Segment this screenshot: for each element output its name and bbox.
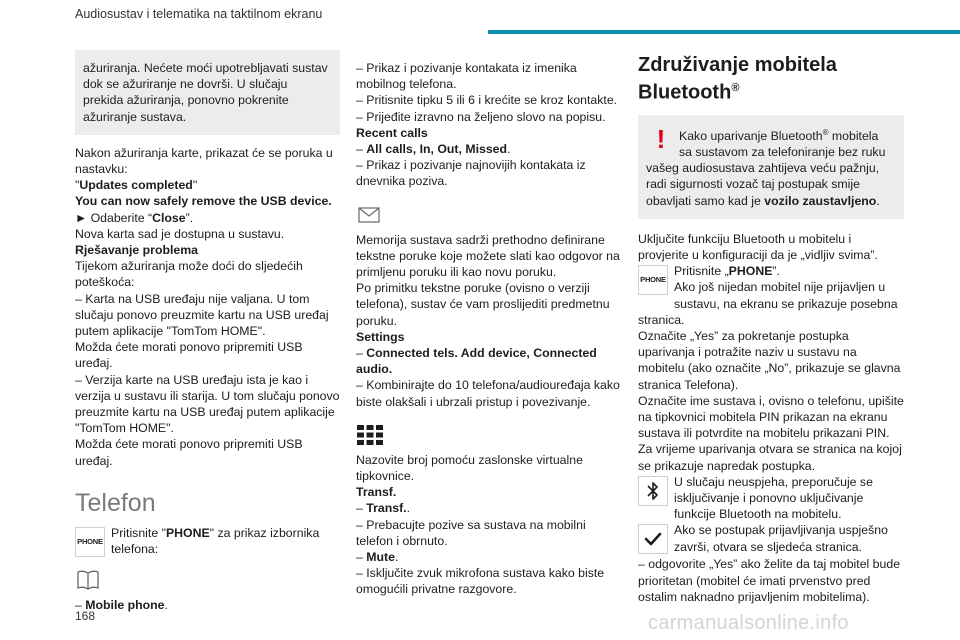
paragraph: U slučaju neuspjeha, preporučuje se isključivanje i ponovno uključivanje funkcije Bluetooth na mobitelu.	[674, 474, 873, 522]
section-title-telefon: Telefon	[75, 488, 156, 517]
heading-bluetooth-pairing: Združivanje mobitela Bluetooth®	[638, 54, 837, 104]
keypad-icon	[356, 422, 384, 448]
press-phone-instruction: Pritisnite „PHONE”.	[674, 264, 780, 279]
paragraph: – Pritisnite tipku 5 ili 6 i krećite se kroz kontakte.	[356, 93, 618, 108]
transf-item: – Transf..	[356, 501, 411, 516]
paragraph: Možda ćete morati ponovo pripremiti USB uređaj.	[75, 340, 303, 371]
mobile-phone-item: – Mobile phone.	[75, 597, 168, 612]
press-phone-instruction: Pritisnite "PHONE" za prikaz izbornika telefona:	[111, 525, 320, 557]
header-accent-bar	[488, 30, 960, 34]
phone-button-icon: PHONE	[638, 265, 668, 295]
paragraph: Po primitku tekstne poruke (ovisno o verziji telefona), sustav će vam proslijediti predmetnu poruku.	[356, 281, 610, 328]
paragraph: – Prebacujte pozive sa sustava na mobilni telefon i obrnuto.	[356, 517, 586, 548]
warning-box	[638, 115, 904, 219]
note-box	[75, 50, 340, 135]
watermark: carmanualsonline.info	[648, 612, 849, 634]
phone-button-icon: PHONE	[75, 527, 105, 557]
paragraph: – Prikaz i pozivanje najnovijih kontakata iz dnevnika poziva.	[356, 158, 586, 189]
mute-item: – Mute.	[356, 550, 399, 565]
header-title: Audiosustav i telematika na taktilnom ekranu	[75, 7, 323, 21]
column-middle	[356, 60, 621, 598]
bluetooth-icon	[638, 476, 668, 506]
paragraph: Memorija sustava sadrži prethodno definirane tekstne poruke koje možete slati kao odgovor na primljenu poruku ili kao novu poruku.	[356, 232, 620, 280]
warning-text: Kako uparivanje Bluetooth® mobitela sa sustavom za telefoniranje bez ruku vašeg audiosustava zahtijeva veću pažnju, radi sigurnosti vozač taj postupak smije obavljati samo kad je vozilo zaustavljeno.	[646, 127, 886, 208]
paragraph: – Prikaz i pozivanje kontakata iz imenika mobilnog telefona.	[356, 61, 577, 92]
subheading-recent-calls: Recent calls	[356, 125, 428, 140]
recent-calls-items: – All calls, In, Out, Missed.	[356, 142, 511, 157]
paragraph: – Prijeđite izravno na željeno slovo na popisu.	[356, 109, 606, 124]
column-right	[638, 50, 904, 605]
paragraph: – Kombinirajte do 10 telefona/audiouređaja kako biste olakšali i ubrzali pristup i povezivanje.	[356, 378, 620, 409]
paragraph: Nazovite broj pomoću zaslonske virtualne tipkovnice.	[356, 452, 583, 484]
paragraph: – Verzija karte na USB uređaju ista je kao i verzija u sustavu ili starija. U tom slučaju ponovo preuzmite kartu na USB uređaj putem aplikacije "TomTom HOME".	[75, 372, 340, 436]
paragraph: Možda ćete morati ponovo pripremiti USB uređaj.	[75, 437, 303, 468]
paragraph: Nakon ažuriranja karte, prikazat će se poruka u nastavku:	[75, 145, 333, 177]
subheading-settings: Settings	[356, 329, 405, 344]
paragraph: Označite ime sustava i, ovisno o telefonu, upišite na tipkovnici mobitela PIN prikazan na ekranu sustava ili potvrdite na mobitelu prikazani PIN.	[638, 393, 904, 441]
message-remove-usb: You can now safely remove the USB device.	[75, 194, 332, 209]
message-updates-completed: "Updates completed"	[75, 178, 198, 193]
note-text: ažuriranja. Nećete moći upotrebljavati sustav dok se ažuriranje ne dovrši. U slučaju prekida ažuriranja, ponovno pokrenite ažuriranje sustava.	[83, 61, 328, 124]
page-number: 168	[75, 609, 96, 623]
paragraph: Za vrijeme uparivanja otvara se stranica na kojoj se prikazuje napredak postupka.	[638, 442, 902, 473]
select-close-instruction: ► Odaberite “Close”.	[75, 210, 194, 225]
paragraph: Tijekom ažuriranja može doći do sljedećih poteškoća:	[75, 259, 303, 290]
paragraph: – Karta na USB uređaju nije valjana. U tom slučaju ponovo preuzmite kartu na USB uređaj putem aplikacije "TomTom HOME".	[75, 291, 329, 339]
paragraph: Ako se postupak prijavljivanja uspješno završi, otvara se sljedeća stranica.	[674, 523, 888, 554]
envelope-icon	[356, 202, 382, 228]
column-left	[75, 50, 340, 613]
paragraph: Ako još nijedan mobitel nije prijavljen u sustavu, na ekranu se prikazuje posebna stranica.	[638, 280, 898, 327]
paragraph: Uključite funkciju Bluetooth u mobitelu i provjerite u konfiguraciji da je „vidljiv svima”.	[638, 231, 878, 262]
paragraph: – Isključite zvuk mikrofona sustava kako biste omogućili privatne razgovore.	[356, 566, 605, 597]
paragraph: Nova karta sad je dostupna u sustavu.	[75, 226, 285, 241]
paragraph: – odgovorite „Yes” ako želite da taj mobitel bude prioritetan (mobitel će imati prvenstvo pred ostalim naknadno prijavljenim mobitelima).	[638, 557, 901, 604]
settings-items: – Connected tels. Add device, Connected audio.	[356, 346, 597, 377]
subheading-transf: Transf.	[356, 485, 397, 500]
paragraph: Označite „Yes” za pokretanje postupka uparivanja i potražite naziv u sustavu na mobitelu (ako označite „No”, prikazuje se glavna stranica Telefona).	[638, 328, 901, 392]
subheading-troubleshooting: Rješavanje problema	[75, 243, 199, 258]
contacts-book-icon	[75, 567, 101, 593]
checkmark-icon	[638, 524, 668, 554]
warning-icon: !	[656, 123, 666, 154]
